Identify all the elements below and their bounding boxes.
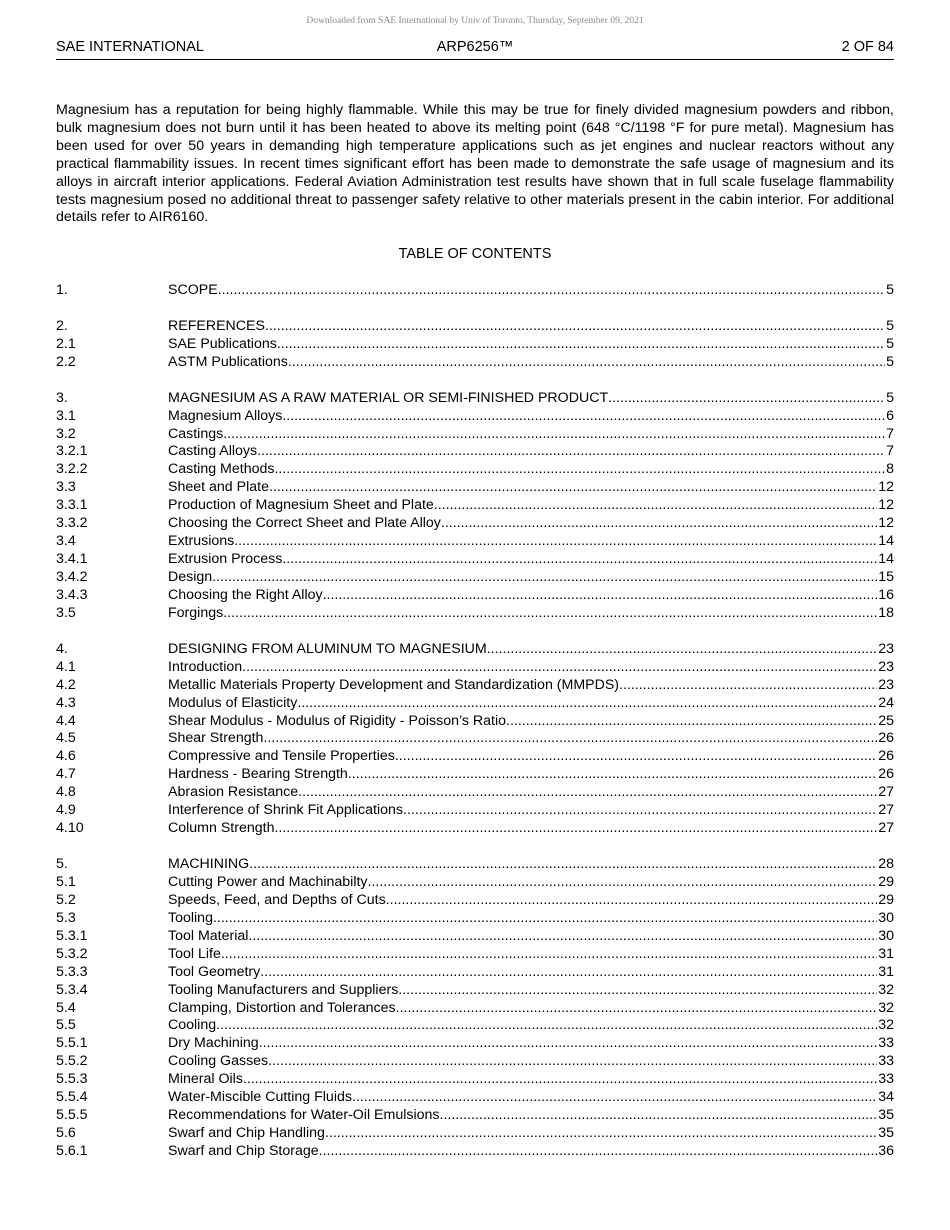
toc-entry[interactable] (56, 354, 894, 372)
toc-dot-leader (282, 408, 885, 426)
toc-entry-label: Hardness - Bearing Strength (168, 766, 348, 783)
toc-entry[interactable] (56, 928, 894, 946)
toc-entry-line (168, 1125, 894, 1143)
toc-dot-leader (434, 497, 877, 515)
toc-dot-leader (319, 1143, 878, 1161)
toc-dot-leader (398, 982, 877, 1000)
toc-entry-line (168, 569, 894, 587)
toc-entry-page: 7 (886, 425, 894, 442)
toc-entry[interactable] (56, 856, 894, 874)
toc-entry-label: Production of Magnesium Sheet and Plate (168, 497, 434, 514)
toc-entry-number: 3.2.1 (56, 443, 88, 460)
toc-dot-leader (619, 677, 877, 695)
toc-dot-leader (249, 856, 877, 874)
toc-entry[interactable] (56, 390, 894, 408)
toc-entry-number: 2. (56, 317, 68, 334)
toc-entry[interactable] (56, 479, 894, 497)
toc-entry[interactable] (56, 982, 894, 1000)
toc-entry-page: 33 (878, 1071, 894, 1088)
toc-entry[interactable] (56, 461, 894, 479)
toc-entry-number: 5. (56, 856, 68, 872)
toc-entry[interactable] (56, 1017, 894, 1035)
toc-entry-page: 23 (878, 676, 894, 693)
toc-entry-label: Choosing the Correct Sheet and Plate Alloy (168, 515, 441, 532)
toc-entry-page: 36 (878, 1143, 894, 1159)
toc-dot-leader (352, 1089, 877, 1107)
toc-entry-line (168, 928, 894, 946)
toc-entry[interactable] (56, 641, 894, 659)
toc-dot-leader (608, 390, 885, 408)
toc-entry-page: 15 (878, 569, 894, 585)
toc-entry-label: Cooling Gasses (168, 1053, 269, 1070)
toc-entry-page: 5 (886, 353, 894, 370)
toc-entry[interactable] (56, 1125, 894, 1143)
toc-entry[interactable] (56, 874, 894, 892)
toc-entry-page: 26 (878, 730, 894, 747)
toc-entry-number: 4.3 (56, 694, 76, 711)
toc-entry[interactable] (56, 282, 894, 300)
toc-entry-number: 4. (56, 640, 68, 657)
toc-entry-number: 5.2 (56, 891, 76, 908)
toc-dot-leader (368, 874, 878, 892)
toc-entry-page: 23 (878, 640, 894, 657)
toc-entry[interactable] (56, 569, 894, 587)
toc-entry[interactable] (56, 730, 894, 748)
toc-dot-leader (325, 1125, 877, 1143)
toc-entry-number: 5.3.1 (56, 927, 88, 944)
toc-dot-leader (223, 426, 885, 444)
toc-entry-label: ASTM Publications (168, 353, 288, 370)
toc-entry[interactable] (56, 695, 894, 713)
toc-entry-label: Mineral Oils (168, 1071, 243, 1088)
toc-entry-line (168, 390, 894, 408)
toc-entry-line (168, 910, 894, 928)
toc-dot-leader (242, 659, 877, 677)
toc-entry-label: Interference of Shrink Fit Applications (168, 802, 404, 819)
toc-entry-label: Column Strength (168, 820, 275, 837)
toc-entry-number: 4.10 (56, 820, 84, 837)
toc-entry-label: MACHINING (168, 856, 250, 872)
toc-entry-page: 35 (878, 1125, 894, 1142)
toc-title: TABLE OF CONTENTS (398, 246, 552, 262)
toc-entry-label: Sheet and Plate (168, 479, 269, 496)
toc-entry-line (168, 892, 894, 910)
toc-entry-label: Extrusion Process (168, 551, 283, 568)
toc-entry-line (168, 802, 894, 820)
toc-entry[interactable] (56, 1071, 894, 1089)
toc-entry[interactable] (56, 408, 894, 426)
toc-entry-page: 26 (878, 748, 894, 765)
toc-entry[interactable] (56, 605, 894, 623)
toc-entry-number: 4.5 (56, 730, 76, 747)
toc-entry-label: Tooling Manufacturers and Suppliers (168, 981, 399, 998)
toc-entry-label: Design (168, 569, 213, 585)
toc-entry-page: 12 (878, 515, 894, 532)
toc-entry[interactable] (56, 766, 894, 784)
toc-dot-leader (395, 748, 877, 766)
toc-entry[interactable] (56, 443, 894, 461)
toc-entry-label: Water-Miscible Cutting Fluids (168, 1089, 352, 1106)
toc-entry-number: 4.9 (56, 802, 76, 819)
toc-entry-page: 34 (878, 1089, 894, 1106)
toc-dot-leader (403, 802, 877, 820)
toc-entry[interactable] (56, 551, 894, 569)
toc-entry[interactable] (56, 910, 894, 928)
toc-entry-number: 5.5.1 (56, 1035, 88, 1052)
toc-entry-page: 26 (878, 766, 894, 783)
toc-entry[interactable] (56, 802, 894, 820)
toc-entry-label: Abrasion Resistance (168, 784, 299, 801)
toc-entry-label: Extrusions (168, 533, 235, 550)
toc-entry-page: 29 (878, 873, 894, 890)
toc-entry-line (168, 730, 894, 748)
toc-entry-number: 5.3.2 (56, 945, 88, 962)
toc-entry-label: Introduction (168, 658, 243, 675)
toc-entry-line (168, 748, 894, 766)
toc-entry-page: 25 (878, 712, 894, 729)
toc-entry-page: 8 (886, 461, 894, 478)
toc-dot-leader (260, 964, 877, 982)
table-of-contents (56, 282, 894, 1161)
toc-entry-number: 3.4 (56, 533, 76, 550)
intro-paragraph: Magnesium has a reputation for being highly flammable. While this may be true for finely divided magnesium powders and ribbon, bulk magnesium does not burn until it has been heated to above its melting point (648 °C/1198 °F for pure metal). Magnesium has been used for over 50 years in demanding high temperature applications such as jet engines and nuclear reactors without any practical flammability issues. In recent times significant effort has been made to demonstrate the safe usage of magnesium and its alloys in aircraft interior applications. Federal Aviation Administration test results have shown that in full scale fuselage flammability tests magnesium posed no additional threat to passenger safety relative to other materials present in the cabin interior. For additional details refer to AIR6160. (56, 102, 894, 226)
toc-entry[interactable] (56, 587, 894, 605)
toc-entry-line (168, 946, 894, 964)
toc-entry-line (168, 713, 894, 731)
toc-dot-leader (506, 713, 877, 731)
toc-entry[interactable] (56, 1000, 894, 1018)
toc-entry-label: Forgings (168, 604, 224, 621)
toc-dot-leader (259, 1035, 878, 1053)
toc-dot-leader (277, 336, 885, 354)
toc-entry-label: Swarf and Chip Storage (168, 1143, 319, 1159)
toc-entry-line (168, 1053, 894, 1071)
page-header (56, 39, 894, 60)
toc-dot-leader (298, 784, 877, 802)
toc-dot-leader (263, 730, 877, 748)
toc-entry-label: REFERENCES (168, 317, 265, 334)
toc-entry[interactable] (56, 784, 894, 802)
toc-entry[interactable] (56, 946, 894, 964)
toc-entry-label: Metallic Materials Property Development and Standardization (MMPDS) (168, 676, 620, 693)
toc-entry-label: Magnesium Alloys (168, 407, 283, 424)
toc-entry-label: Swarf and Chip Handling (168, 1125, 325, 1142)
toc-entry[interactable] (56, 964, 894, 982)
toc-entry-label: MAGNESIUM AS A RAW MATERIAL OR SEMI-FINISHED PRODUCT (168, 389, 609, 406)
toc-entry-page: 16 (878, 586, 894, 603)
toc-dot-leader (257, 443, 885, 461)
toc-entry-number: 5.3.3 (56, 963, 88, 980)
toc-entry-line (168, 443, 894, 461)
toc-entry-label: Dry Machining (168, 1035, 259, 1052)
toc-entry-label: Shear Strength (168, 730, 264, 747)
toc-entry-page: 30 (878, 909, 894, 926)
toc-entry-line (168, 408, 894, 426)
toc-entry[interactable] (56, 677, 894, 695)
toc-dot-leader (234, 533, 877, 551)
toc-dot-leader (288, 354, 885, 372)
toc-entry-line (168, 461, 894, 479)
toc-dot-leader (223, 605, 877, 623)
toc-entry[interactable] (56, 426, 894, 444)
toc-entry[interactable] (56, 748, 894, 766)
toc-dot-leader (218, 282, 885, 300)
toc-entry-line (168, 1071, 894, 1089)
toc-entry[interactable] (56, 1107, 894, 1125)
toc-entry-page: 5 (886, 335, 894, 352)
toc-dot-leader (248, 928, 877, 946)
toc-entry-page: 33 (878, 1035, 894, 1052)
download-watermark: Downloaded from SAE International by Univ of Toronto, Thursday, September 09, 2021 (306, 16, 644, 26)
toc-dot-leader (269, 479, 877, 497)
toc-entry-line (168, 784, 894, 802)
toc-entry-number: 5.5.2 (56, 1053, 88, 1070)
toc-entry-number: 3.1 (56, 407, 76, 424)
toc-entry-line (168, 354, 894, 372)
toc-entry-label: Tool Geometry (168, 963, 261, 980)
toc-dot-leader (487, 641, 877, 659)
toc-entry-page: 29 (878, 891, 894, 908)
toc-entry-number: 4.7 (56, 766, 76, 783)
toc-entry-line (168, 856, 894, 874)
toc-entry-line (168, 1107, 894, 1125)
toc-entry-number: 3.3.1 (56, 497, 88, 514)
toc-entry-line (168, 605, 894, 623)
toc-entry-line (168, 497, 894, 515)
toc-entry-number: 3. (56, 389, 68, 406)
toc-entry-label: DESIGNING FROM ALUMINUM TO MAGNESIUM (168, 640, 487, 657)
toc-entry-page: 31 (878, 963, 894, 980)
toc-entry-page: 27 (878, 820, 894, 837)
toc-entry[interactable] (56, 1053, 894, 1071)
toc-entry-number: 5.5 (56, 1017, 76, 1034)
toc-entry-line (168, 587, 894, 605)
header-organization: SAE INTERNATIONAL (56, 39, 204, 55)
toc-entry-line (168, 766, 894, 784)
toc-entry-label: Tool Material (168, 927, 249, 944)
toc-dot-leader (243, 1071, 877, 1089)
toc-entry-number: 3.3 (56, 479, 76, 496)
header-page-number: 2 OF 84 (841, 39, 894, 55)
toc-entry-number: 5.5.5 (56, 1107, 88, 1124)
toc-entry-line (168, 659, 894, 677)
toc-entry-label: Castings (168, 425, 224, 442)
toc-entry-page: 31 (878, 945, 894, 962)
toc-entry-page: 12 (878, 497, 894, 514)
toc-entry-line (168, 1017, 894, 1035)
toc-entry-number: 4.8 (56, 784, 76, 801)
toc-entry-label: Shear Modulus - Modulus of Rigidity - Poisson’s Ratio (168, 712, 507, 729)
toc-entry[interactable] (56, 1143, 894, 1161)
toc-entry[interactable] (56, 1089, 894, 1107)
toc-dot-leader (216, 1017, 877, 1035)
toc-entry-label: Clamping, Distortion and Tolerances (168, 999, 396, 1016)
toc-entry-number: 3.4.3 (56, 586, 88, 603)
toc-entry-page: 32 (878, 981, 894, 998)
toc-entry-label: Tool Life (168, 945, 221, 962)
toc-dot-leader (221, 946, 877, 964)
toc-entry[interactable] (56, 533, 894, 551)
toc-entry[interactable] (56, 318, 894, 336)
toc-entry-page: 5 (886, 282, 894, 298)
toc-entry-line (168, 874, 894, 892)
toc-entry-line (168, 641, 894, 659)
toc-dot-leader (386, 892, 878, 910)
toc-entry-number: 5.3.4 (56, 981, 88, 998)
toc-entry-number: 4.4 (56, 712, 76, 729)
toc-entry-page: 7 (886, 443, 894, 460)
toc-entry-number: 5.6 (56, 1125, 76, 1142)
toc-dot-leader (396, 1000, 878, 1018)
toc-entry-number: 5.6.1 (56, 1143, 88, 1159)
toc-entry-number: 2.1 (56, 335, 76, 352)
toc-entry-label: Compressive and Tensile Properties (168, 748, 395, 765)
toc-dot-leader (441, 515, 877, 533)
toc-entry-line (168, 1089, 894, 1107)
toc-entry-line (168, 336, 894, 354)
toc-entry-line (168, 1035, 894, 1053)
toc-entry-line (168, 551, 894, 569)
toc-entry-page: 14 (878, 551, 894, 568)
toc-dot-leader (348, 766, 877, 784)
toc-entry-line (168, 695, 894, 713)
toc-entry-line (168, 820, 894, 838)
toc-entry[interactable] (56, 892, 894, 910)
toc-entry-number: 3.2 (56, 425, 76, 442)
toc-entry-number: 4.6 (56, 748, 76, 765)
toc-entry-page: 33 (878, 1053, 894, 1070)
toc-entry-page: 32 (878, 1017, 894, 1034)
toc-dot-leader (212, 569, 877, 587)
toc-entry-page: 30 (878, 927, 894, 944)
toc-dot-leader (297, 695, 877, 713)
toc-entry[interactable] (56, 713, 894, 731)
toc-entry-page: 27 (878, 784, 894, 801)
toc-entry-line (168, 515, 894, 533)
toc-entry-number: 2.2 (56, 353, 76, 370)
toc-entry-page: 27 (878, 802, 894, 819)
toc-entry-label: Modulus of Elasticity (168, 694, 298, 711)
header-document-number: ARP6256™ (436, 39, 514, 55)
toc-entry-line (168, 318, 894, 336)
toc-entry-page: 35 (878, 1107, 894, 1124)
toc-entry-number: 5.1 (56, 873, 76, 890)
toc-entry-line (168, 533, 894, 551)
toc-dot-leader (213, 910, 877, 928)
toc-entry-number: 3.5 (56, 604, 76, 621)
toc-entry-label: Tooling (168, 909, 213, 926)
toc-entry-number: 5.3 (56, 909, 76, 926)
toc-entry-line (168, 479, 894, 497)
toc-dot-leader (440, 1107, 878, 1125)
toc-entry-number: 3.3.2 (56, 515, 88, 532)
toc-entry-page: 14 (878, 533, 894, 550)
toc-entry[interactable] (56, 659, 894, 677)
toc-entry-page: 18 (878, 604, 894, 621)
toc-entry-line (168, 964, 894, 982)
toc-entry-page: 6 (886, 407, 894, 424)
toc-entry-line (168, 282, 894, 300)
toc-entry-number: 3.4.2 (56, 569, 88, 585)
toc-entry-line (168, 426, 894, 444)
toc-entry-label: SAE Publications (168, 335, 277, 352)
toc-entry-line (168, 1000, 894, 1018)
toc-entry[interactable] (56, 336, 894, 354)
toc-entry-page: 5 (886, 389, 894, 406)
toc-entry-number: 5.5.4 (56, 1089, 88, 1106)
toc-entry[interactable] (56, 1035, 894, 1053)
toc-dot-leader (265, 318, 885, 336)
toc-entry-number: 4.2 (56, 676, 76, 693)
toc-entry-line (168, 982, 894, 1000)
toc-entry[interactable] (56, 515, 894, 533)
toc-entry-page: 12 (878, 479, 894, 496)
toc-entry-label: Cutting Power and Machinabilty (168, 873, 368, 890)
toc-entry-number: 1. (56, 282, 68, 298)
toc-entry-label: Casting Alloys (168, 443, 258, 460)
toc-entry-page: 24 (878, 694, 894, 711)
toc-entry-line (168, 1143, 894, 1161)
toc-dot-leader (274, 820, 877, 838)
toc-entry-line (168, 677, 894, 695)
toc-entry-label: SCOPE (168, 282, 218, 298)
toc-entry-page: 5 (886, 317, 894, 334)
toc-entry-label: Casting Methods (168, 461, 275, 478)
toc-entry-label: Cooling (168, 1017, 217, 1034)
toc-entry-number: 4.1 (56, 658, 76, 675)
toc-entry-number: 3.4.1 (56, 551, 88, 568)
toc-dot-leader (282, 551, 877, 569)
toc-entry-label: Choosing the Right Alloy (168, 586, 323, 603)
toc-entry-label: Speeds, Feed, and Depths of Cuts (168, 891, 386, 908)
toc-dot-leader (274, 461, 885, 479)
toc-entry-label: Recommendations for Water-Oil Emulsions (168, 1107, 440, 1124)
toc-entry-number: 5.4 (56, 999, 76, 1016)
toc-entry-page: 23 (878, 658, 894, 675)
toc-entry[interactable] (56, 497, 894, 515)
toc-dot-leader (323, 587, 878, 605)
toc-entry[interactable] (56, 820, 894, 838)
toc-entry-page: 28 (878, 856, 894, 872)
toc-entry-page: 32 (878, 999, 894, 1016)
toc-entry-number: 3.2.2 (56, 461, 88, 478)
toc-entry-number: 5.5.3 (56, 1071, 88, 1088)
toc-dot-leader (268, 1053, 877, 1071)
